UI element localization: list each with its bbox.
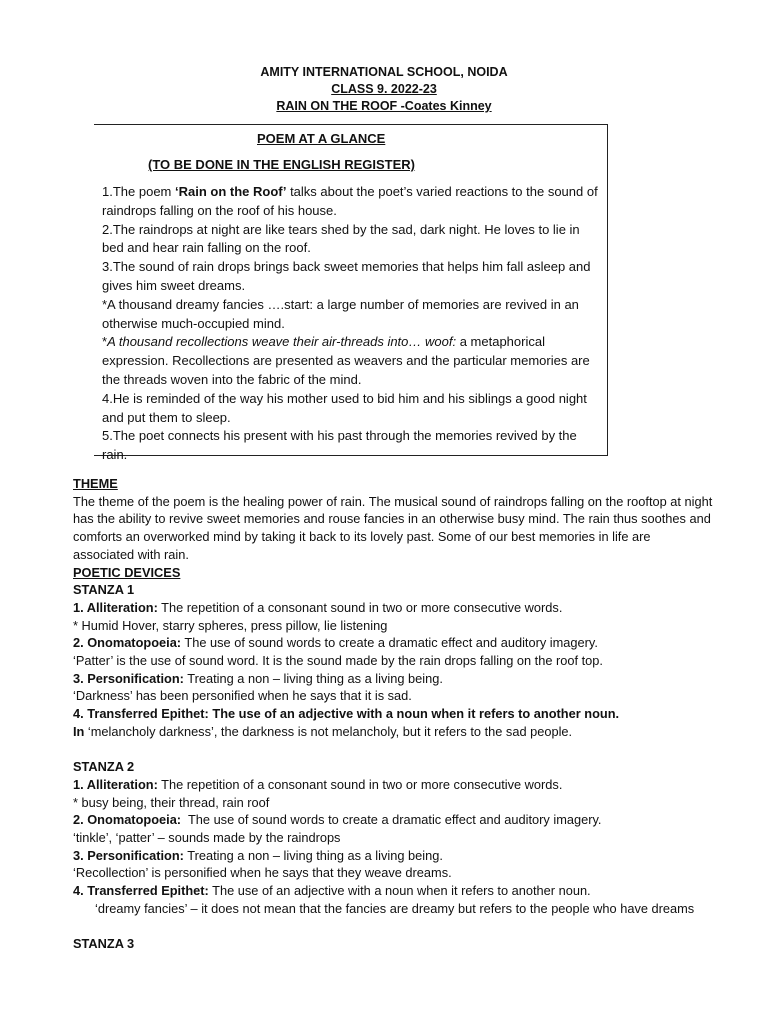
stanza-2-line [73,811,713,829]
stanza-1-line [73,670,713,688]
term: 2. Onomatopoeia: [73,812,182,828]
stanza-1-line: ‘Patter’ is the use of sound word. It is the sound made by the rain drops falling on the roof top. [73,653,603,669]
theme-heading: THEME [73,476,118,491]
stanza-1-line: * Humid Hover, starry spheres, press pillow, lie listening [73,617,388,633]
stanza-1-line [73,705,713,723]
text: Treating a non – living thing as a living being. [183,670,443,686]
glance-point-3: 3.The sound of rain drops brings back sweet memories that helps him fall asleep and gives him sweet dreams. [102,259,591,293]
text: * [102,334,108,350]
text: The use of sound words to create a dramatic effect and auditory imagery. [181,635,598,651]
stanza-3-heading: STANZA 3 [73,936,135,952]
poem-title: RAIN ON THE ROOF -Coates Kinney [276,99,492,113]
text: The repetition of a consonant sound in two or more consecutive words. [157,599,563,615]
stanza-2-line: ‘tinkle’, ‘patter’ – sounds made by the raindrops [73,830,341,846]
glance-point-6: 4.He is reminded of the way his mother used to bid him and his siblings a good night and put them to sleep. [102,390,587,425]
stanza-2-line [73,882,713,900]
term: 4. Transferred Epithet: [73,883,209,899]
term: 3. Personification: [73,847,184,863]
stanza-1-line [73,723,713,741]
box-body [102,183,602,465]
text: ‘melancholy darkness’, the darkness is not melancholy, but it refers to the sad people. [84,723,573,739]
stanza-2-line: * busy being, their thread, rain roof [73,794,270,810]
class-year: CLASS 9. 2022-23 [331,82,437,96]
term: 2. Onomatopoeia: [73,635,182,651]
spacer [73,918,713,936]
text: a metaphorical expression. Recollections are presented as weavers and the particular memories are the threads woven into the fabric of the mind. [102,334,590,387]
stanza-1-line [73,634,713,652]
text: The repetition of a consonant sound in two or more consecutive words. [157,776,563,792]
stanza-1-line [73,599,713,617]
term: 1. Alliteration: [73,599,158,615]
term: 1. Alliteration: [73,776,158,792]
spacer [73,741,713,759]
glance-point-4: *A thousand dreamy fancies ….start: a large number of memories are revived in an otherwise much-occupied mind. [102,296,579,331]
box-subtitle: (TO BE DONE IN THE ENGLISH REGISTER) [148,157,416,172]
main-content [73,475,713,953]
text: The use of an adjective with a noun when it refers to another noun. [208,883,591,899]
stanza-2-line [73,776,713,794]
text: Treating a non – living thing as a living being. [183,847,443,863]
glance-point-7: 5.The poet connects his present with his past through the memories revived by the rain. [102,428,577,463]
stanza-2-line: ‘Recollection’ is personified when he says that they weave dreams. [73,865,452,881]
glance-point-1 [102,183,602,221]
theme-text: The theme of the poem is the healing power of rain. The musical sound of raindrops falling on the rooftop at night has the ability to revive sweet memories and rouse fancies in an otherwise busy mind. The rain thus soothes and comforts an overworked mind by taking it back to its lovely past. Some of our best memories in life are associated with rain. [73,493,713,562]
stanza-1-line: ‘Darkness’ has been personified when he says that it is sad. [73,688,412,704]
poem-at-a-glance-box [94,124,608,463]
glance-point-5 [102,333,602,389]
school-name: AMITY INTERNATIONAL SCHOOL, NOIDA [260,65,508,79]
text: 1.The poem [102,184,175,199]
italic-quote: A thousand recollections weave their air-threads into… woof: [107,334,457,350]
box-title: POEM AT A GLANCE [257,131,386,146]
stanza-2-line: ‘dreamy fancies’ – it does not mean that the fancies are dreamy but refers to the people who have dreams [95,900,695,916]
poem-name-bold: ‘Rain on the Roof’ [175,184,287,199]
term: In [73,723,85,739]
text: The use of sound words to create a dramatic effect and auditory imagery. [181,812,602,828]
stanza-1-heading: STANZA 1 [73,582,135,598]
poetic-devices-heading: POETIC DEVICES [73,564,181,580]
glance-point-2: 2.The raindrops at night are like tears shed by the sad, dark night. He loves to lie in bed and hear rain falling on the roof. [102,221,580,256]
document-header [0,64,768,115]
stanza-2-line [73,847,713,865]
stanza-2-heading: STANZA 2 [73,759,135,775]
term: 3. Personification: [73,670,184,686]
term: 4. Transferred Epithet: The use of an adjective with a noun when it refers to another noun. [73,706,620,722]
text: talks about the poet’s varied reactions to the sound of raindrops falling on the roof of his house. [102,184,598,218]
